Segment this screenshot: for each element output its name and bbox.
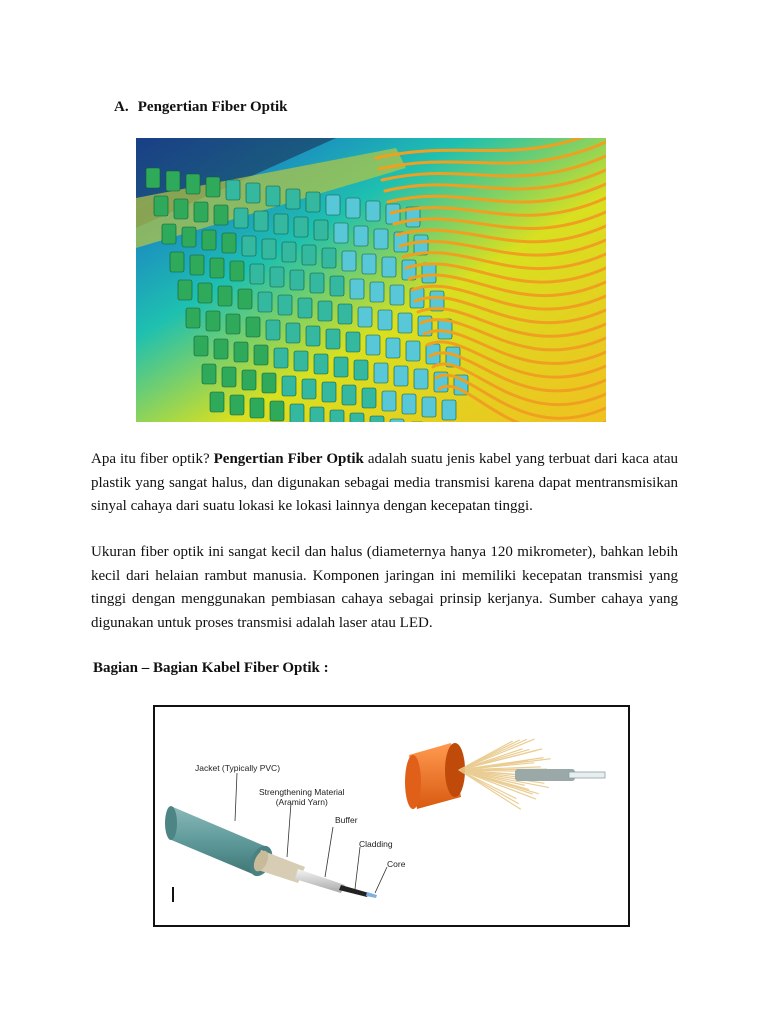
sc-connector-shape xyxy=(270,401,284,421)
sc-connector-shape xyxy=(306,326,320,346)
sc-connector-shape xyxy=(390,285,404,305)
sc-connector-shape xyxy=(242,236,256,256)
sc-connector-shape xyxy=(318,301,332,321)
sc-connector-shape xyxy=(370,416,384,422)
sc-connector-shape xyxy=(314,354,328,374)
sc-connector-shape xyxy=(178,280,192,300)
sc-connector-shape xyxy=(294,217,308,237)
label-buffer: Buffer xyxy=(335,815,358,825)
sc-connector-shape xyxy=(282,242,296,262)
sc-connector-shape xyxy=(290,270,304,290)
sc-connector-shape xyxy=(202,230,216,250)
sc-connector-shape xyxy=(258,292,272,312)
sc-connector-shape xyxy=(198,283,212,303)
sc-connector-shape xyxy=(254,211,268,231)
sc-connector-shape xyxy=(186,174,200,194)
sc-connector-shape xyxy=(326,329,340,349)
sc-connector-shape xyxy=(278,295,292,315)
sc-connector-shape xyxy=(334,223,348,243)
sc-connector-shape xyxy=(194,202,208,222)
fiber-cable-parts-diagram xyxy=(153,705,630,927)
sc-connector-shape xyxy=(266,186,280,206)
sc-connector-shape xyxy=(182,227,196,247)
sc-connector-shape xyxy=(366,201,380,221)
sc-connector-shape xyxy=(322,382,336,402)
sc-connector-shape xyxy=(334,357,348,377)
sc-connector-shape xyxy=(186,308,200,328)
sc-connector-shape xyxy=(174,199,188,219)
sc-connector-shape xyxy=(266,320,280,340)
sc-connector-shape xyxy=(210,258,224,278)
sc-connector-shape xyxy=(170,252,184,272)
sc-connector-shape xyxy=(146,168,160,188)
sc-connector-shape xyxy=(222,233,236,253)
paragraph-definition-bold-term: Pengertian Fiber Optik xyxy=(213,451,364,467)
sc-connector-shape xyxy=(366,335,380,355)
sc-connector-shape xyxy=(302,245,316,265)
sc-connector-shape xyxy=(154,196,168,216)
sc-connector-shape xyxy=(214,205,228,225)
sc-connector-shape xyxy=(414,369,428,389)
text-cursor-mark xyxy=(172,887,174,902)
label-strengthening-line1: Strengthening Material xyxy=(259,787,345,797)
sc-connector-shape xyxy=(246,317,260,337)
sc-connector-shape xyxy=(230,395,244,415)
sc-connector-shape xyxy=(226,314,240,334)
sc-connector-shape xyxy=(386,338,400,358)
sc-connector-shape xyxy=(350,279,364,299)
sc-connector-shape xyxy=(342,251,356,271)
sc-connector-shape xyxy=(342,385,356,405)
sc-connector-shape xyxy=(314,220,328,240)
sc-connector-shape xyxy=(250,398,264,418)
sc-connector-shape xyxy=(234,208,248,228)
sc-connector-shape xyxy=(378,310,392,330)
sc-connector-shape xyxy=(290,404,304,422)
sc-connector-shape xyxy=(370,282,384,302)
sc-connector-shape xyxy=(218,286,232,306)
sc-connector-shape xyxy=(274,348,288,368)
sc-connector-shape xyxy=(390,419,404,422)
sc-connector-shape xyxy=(162,224,176,244)
sc-connector-shape xyxy=(254,345,268,365)
inner-buffer-shape xyxy=(515,769,605,781)
sc-connector-shape xyxy=(238,289,252,309)
sc-connector-shape xyxy=(234,342,248,362)
cladding-core-shape xyxy=(339,885,377,898)
fiber-optic-patch-panel-photo xyxy=(136,138,606,422)
sc-connector-shape xyxy=(374,363,388,383)
sc-connector-shape xyxy=(406,341,420,361)
sc-connector-shape xyxy=(330,276,344,296)
sc-connector-shape xyxy=(322,248,336,268)
section-a-title: Pengertian Fiber Optik xyxy=(137,99,288,115)
sc-connector-shape xyxy=(250,264,264,284)
sc-connector-shape xyxy=(270,267,284,287)
section-a-heading xyxy=(114,99,287,116)
section-b-heading: Bagian – Bagian Kabel Fiber Optik : xyxy=(93,660,329,676)
sc-connector-shape xyxy=(286,323,300,343)
orange-cable-shape xyxy=(405,743,465,809)
sc-connector-shape xyxy=(422,397,436,417)
sc-connector-shape xyxy=(274,214,288,234)
label-core: Core xyxy=(387,859,406,869)
sc-connector-shape xyxy=(330,410,344,422)
sc-connector-shape xyxy=(350,413,364,422)
sc-connector-shape xyxy=(310,273,324,293)
paragraph-definition-rest: adalah suatu jenis kabel yang terbuat dari kaca atau plastik yang sangat halus, dan digunakan sebagai media transmisi karena dapat mentransmisikan sinyal cahaya dari suatu lokasi ke lokasi lainnya dengan kecepatan tinggi. xyxy=(91,451,679,514)
sc-connector-shape xyxy=(298,298,312,318)
sc-connector-shape xyxy=(310,407,324,422)
sc-connector-shape xyxy=(422,263,436,283)
sc-connector-shape xyxy=(214,339,228,359)
sc-connector-shape xyxy=(346,198,360,218)
sc-connector-shape xyxy=(358,307,372,327)
sc-connector-shape xyxy=(338,304,352,324)
sc-connector-shape xyxy=(442,400,456,420)
sc-connector-shape xyxy=(246,183,260,203)
label-cladding: Cladding xyxy=(359,839,393,849)
label-jacket: Jacket (Typically PVC) xyxy=(195,763,281,773)
sc-connector-shape xyxy=(202,364,216,384)
sc-connector-shape xyxy=(326,195,340,215)
label-strengthening-line2: (Aramid Yarn) xyxy=(275,797,328,807)
sc-connector-shape xyxy=(194,336,208,356)
sc-connector-shape xyxy=(302,379,316,399)
sc-connector-shape xyxy=(398,313,412,333)
sc-connector-shape xyxy=(190,255,204,275)
sc-connector-shape xyxy=(394,366,408,386)
sc-connector-shape xyxy=(362,388,376,408)
sc-connector-shape xyxy=(382,257,396,277)
sc-connector-shape xyxy=(282,376,296,396)
sc-connector-shape xyxy=(262,373,276,393)
buffer-shape xyxy=(295,869,345,893)
sc-connector-shape xyxy=(306,192,320,212)
sc-connector-shape xyxy=(402,394,416,414)
sc-connector-shape xyxy=(206,177,220,197)
sc-connector-shape xyxy=(294,351,308,371)
sc-connector-shape xyxy=(354,226,368,246)
sc-connector-shape xyxy=(374,229,388,249)
sc-connector-shape xyxy=(286,189,300,209)
sc-connector-shape xyxy=(242,370,256,390)
sc-connector-shape xyxy=(222,367,236,387)
sc-connector-shape xyxy=(210,392,224,412)
paragraph-definition-lead: Apa itu fiber optik? xyxy=(91,451,210,467)
sc-connector-shape xyxy=(166,171,180,191)
sc-connector-shape xyxy=(346,332,360,352)
paragraph-definition xyxy=(91,448,678,519)
sc-connector-shape xyxy=(382,391,396,411)
sc-connector-shape xyxy=(226,180,240,200)
sc-connector-shape xyxy=(362,254,376,274)
paragraph-size: Ukuran fiber optik ini sangat kecil dan halus (diameternya hanya 120 mikrometer), bahkan lebih kecil dari helaian rambut manusia. Komponen jaringan ini memiliki kecepatan transmisi yang tinggi dengan menggunakan pembiasan cahaya sebagai prinsip kerjanya. Sumber cahaya yang digunakan untuk proses transmisi adalah laser atau LED. xyxy=(91,544,678,631)
sc-connector-shape xyxy=(206,311,220,331)
sc-connector-shape xyxy=(354,360,368,380)
sc-connector-shape xyxy=(262,239,276,259)
section-a-number: A. xyxy=(114,99,129,115)
sc-connector-shape xyxy=(230,261,244,281)
label-strengthening xyxy=(259,787,345,807)
